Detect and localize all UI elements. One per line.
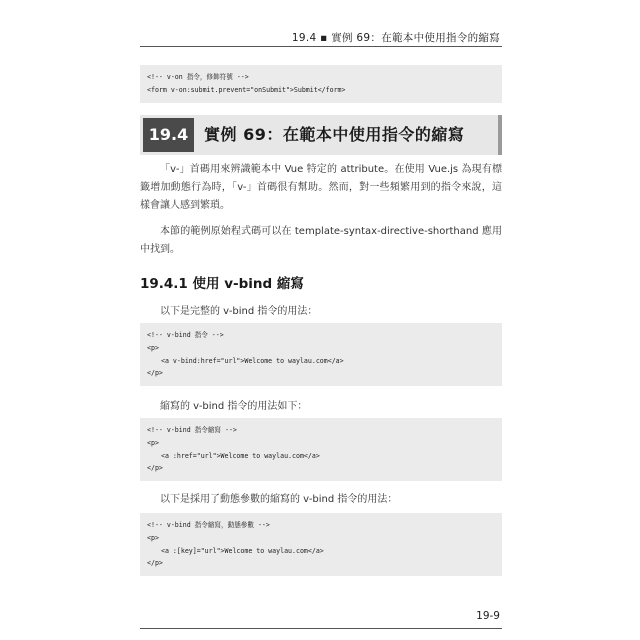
code-line: <a :href="url">Welcome to waylau.com</a> — [161, 451, 320, 460]
code-block-v-on — [140, 65, 502, 103]
code-line: <form v-on:submit.prevent="onSubmit">Submit</form> — [147, 85, 346, 94]
code-line: <p> — [147, 533, 159, 542]
code-line: </p> — [147, 369, 163, 378]
code-line: </p> — [147, 559, 163, 568]
page-number: 19-9 — [476, 610, 500, 622]
code-block-v-bind-full — [140, 323, 502, 386]
code-line: <a v-bind:href="url">Welcome to waylau.com</a> — [161, 356, 344, 365]
code-intro: 縮寫的 v-bind 指令的用法如下： — [160, 401, 308, 412]
code-intro: 以下是採用了動態參數的縮寫的 v-bind 指令的用法： — [160, 494, 398, 505]
code-line: <a :[key]="url">Welcome to waylau.com</a> — [161, 546, 324, 555]
body-paragraph: 本節的範例原始程式碼可以在 template-syntax-directive-shorthand 應用中找到。 — [140, 226, 502, 255]
footer-rule — [140, 628, 502, 629]
header-rule — [140, 46, 502, 47]
section-number: 19.4 — [143, 118, 194, 152]
code-line: <p> — [147, 438, 159, 447]
code-block-v-bind-dynamic — [140, 513, 502, 576]
section-title: 實例 69：在範本中使用指令的縮寫 — [204, 125, 465, 144]
code-line: <!-- v-on 指令，修飾符號 --> — [147, 73, 249, 81]
code-intro: 以下是完整的 v-bind 指令的用法： — [160, 306, 318, 317]
body-paragraph: 「v-」首碼用來辨識範本中 Vue 特定的 attribute。在使用 Vue.js 為現有標籤增加動態行為時，「v-」首碼很有幫助。然而，對一些頻繁用到的指令來說，這樣會讓人感到繁瑣。 — [140, 164, 502, 211]
code-line: <!-- v-bind 指令 --> — [147, 331, 224, 339]
code-line: </p> — [147, 464, 163, 473]
running-header: 19.4 ▪ 實例 69：在範本中使用指令的縮寫 — [291, 32, 500, 44]
section-heading — [140, 115, 502, 155]
code-line: <p> — [147, 343, 159, 352]
code-block-v-bind-shorthand — [140, 418, 502, 481]
code-line: <!-- v-bind 指令縮寫，動態參數 --> — [147, 521, 270, 529]
subsection-heading: 19.4.1 使用 v-bind 縮寫 — [140, 276, 304, 292]
code-line: <!-- v-bind 指令縮寫 --> — [147, 426, 237, 434]
